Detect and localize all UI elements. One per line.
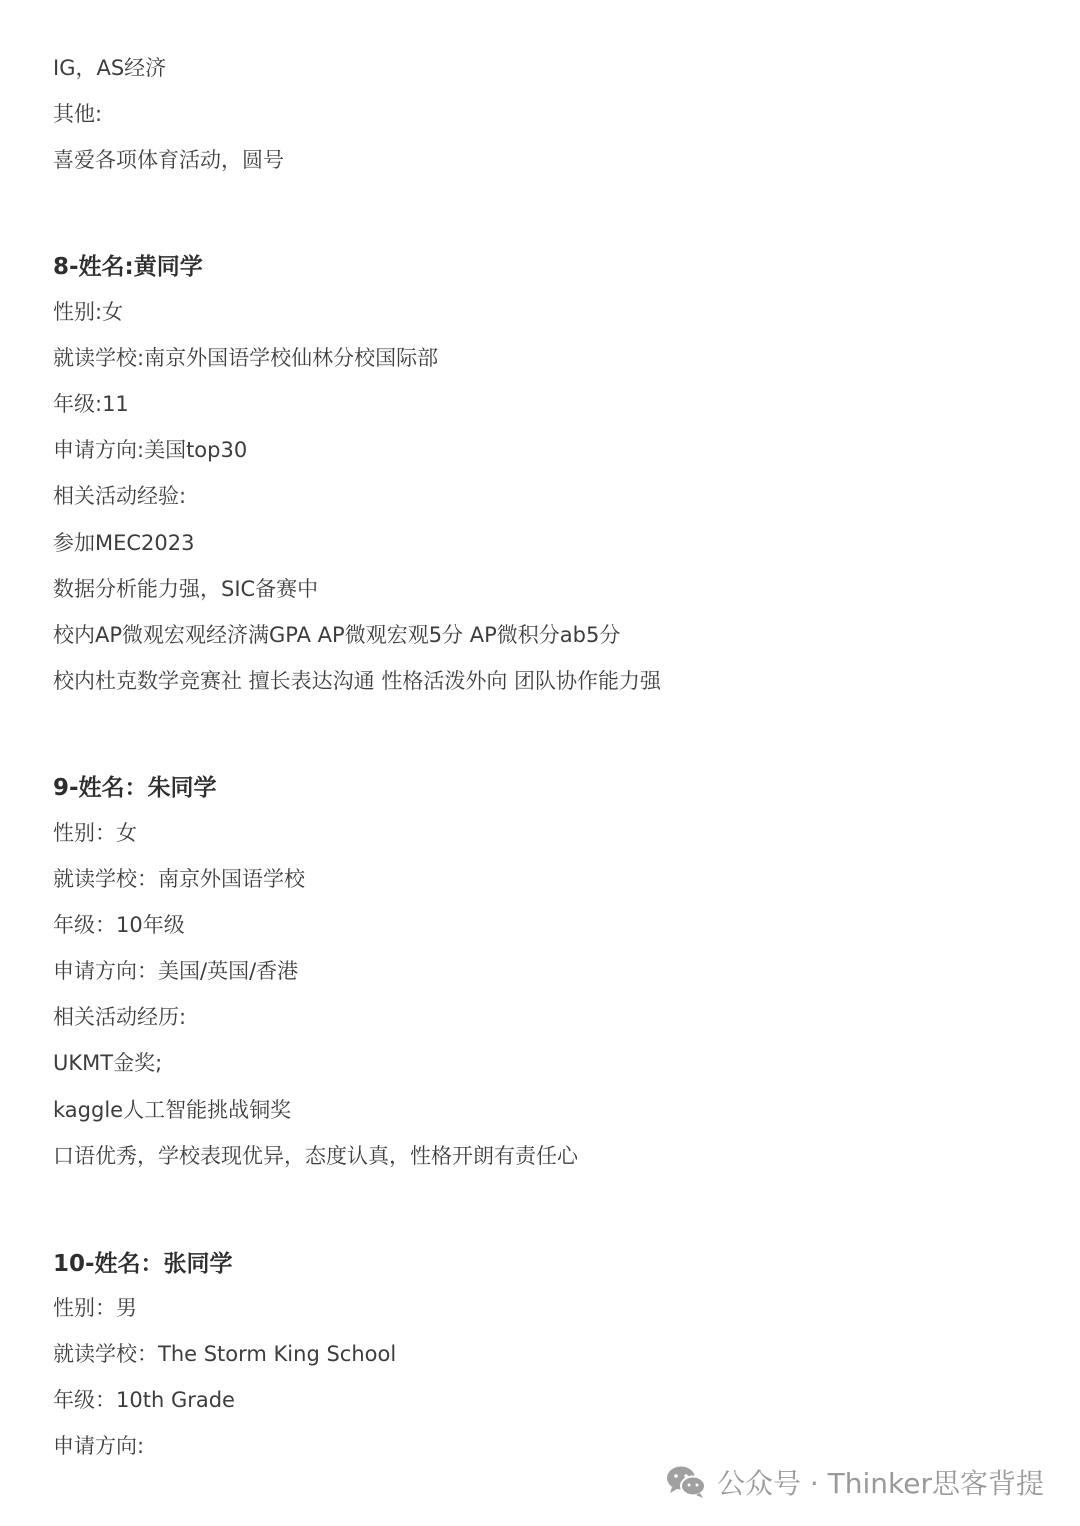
student-heading: 9-姓名：朱同学 (53, 775, 217, 801)
activity-item: 参加MEC2023 (53, 531, 195, 555)
student-heading: 8-姓名:黄同学 (53, 254, 203, 280)
student-grade: 年级:11 (53, 392, 129, 416)
student-gender: 性别：男 (53, 1296, 137, 1320)
wechat-watermark (665, 1462, 1044, 1502)
activities-label: 相关活动经验: (53, 484, 187, 508)
student-school: 就读学校：The Storm King School (53, 1342, 397, 1366)
activity-item: 数据分析能力强，SIC备赛中 (53, 577, 319, 601)
student-direction: 申请方向: (53, 1434, 145, 1458)
watermark-text: 公众号 · Thinker思客背提 (716, 1467, 1044, 1500)
activity-item: UKMT金奖; (53, 1051, 163, 1075)
text-line: 喜爱各项体育活动，圆号 (53, 148, 284, 172)
activity-item: 校内杜克数学竞赛社 擅长表达沟通 性格活泼外向 团队协作能力强 (53, 669, 662, 693)
activity-item: 口语优秀，学校表现优异，态度认真，性格开朗有责任心 (53, 1144, 578, 1168)
activity-item: 校内AP微观宏观经济满GPA AP微观宏观5分 AP微积分ab5分 (53, 623, 621, 647)
student-gender: 性别:女 (53, 300, 124, 324)
student-gender: 性别：女 (53, 821, 137, 845)
activity-item: kaggle人工智能挑战铜奖 (53, 1098, 292, 1122)
student-direction: 申请方向:美国top30 (53, 438, 248, 462)
text-line: IG，AS经济 (53, 56, 167, 80)
activities-label: 相关活动经历: (53, 1005, 187, 1029)
wechat-icon (665, 1464, 707, 1500)
student-school: 就读学校:南京外国语学校仙林分校国际部 (53, 346, 439, 370)
student-heading: 10-姓名：张同学 (53, 1251, 233, 1277)
text-line: 其他: (53, 102, 103, 126)
student-grade: 年级：10th Grade (53, 1388, 235, 1412)
student-school: 就读学校：南京外国语学校 (53, 867, 305, 891)
student-direction: 申请方向：美国/英国/香港 (53, 959, 299, 983)
student-grade: 年级：10年级 (53, 913, 185, 937)
